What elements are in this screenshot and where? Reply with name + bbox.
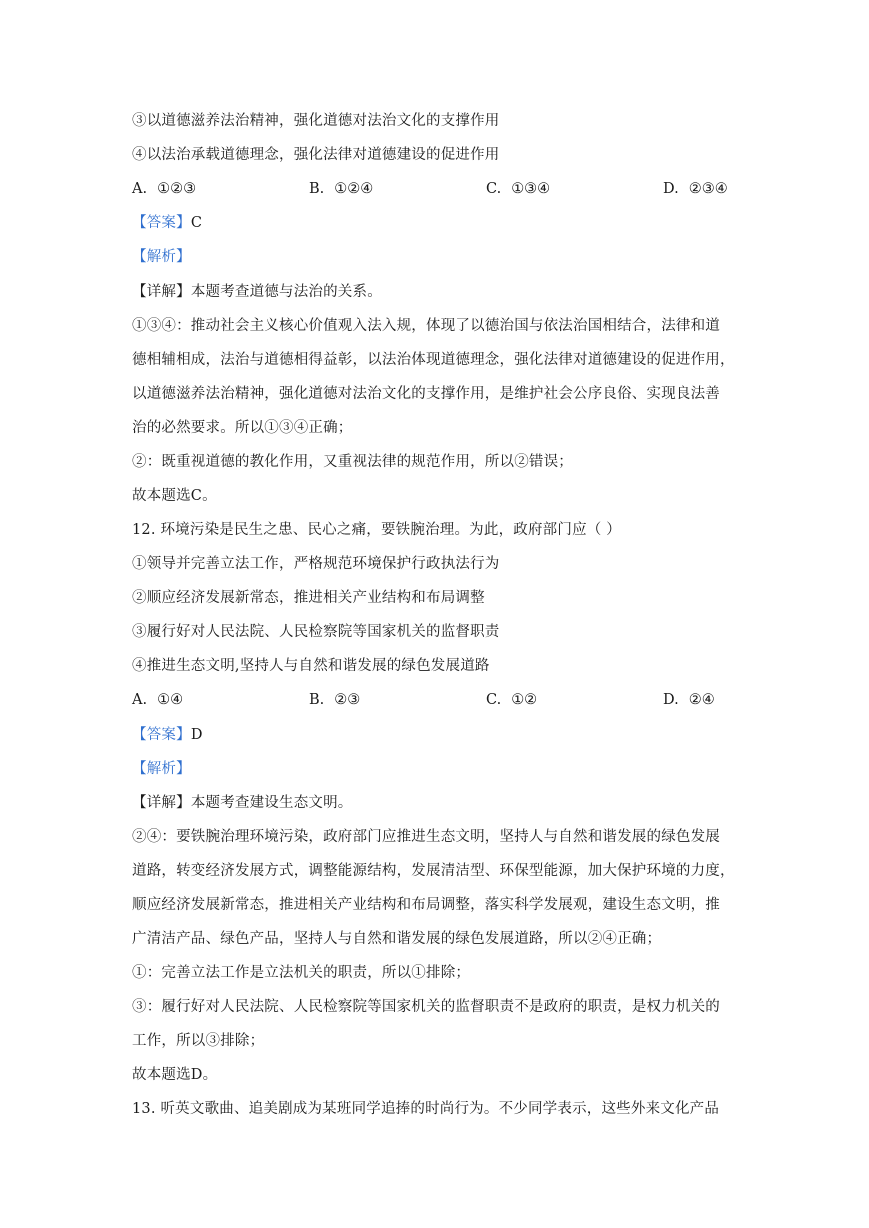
q12-explain-line: 广清洁产品、绿色产品，坚持人与自然和谐发展的绿色发展道路，所以②④正确；: [132, 931, 662, 947]
choice-letter: C.: [486, 181, 502, 197]
q12-explain-line: ②④：要铁腕治理环境污染，政府部门应推进生态文明，坚持人与自然和谐发展的绿色发展: [132, 829, 720, 845]
choice-letter: C.: [486, 692, 502, 708]
q12-exclude-3-line: ③：履行好对人民法院、人民检察院等国家机关的监督职责不是政府的职责，是权力机关的: [132, 999, 720, 1015]
q11-choice-a: [132, 179, 196, 199]
q11-answer: [132, 213, 742, 233]
q11-explain-line: 德相辅相成，法治与道德相得益彰，以法治体现道德理念，强化法律对道德建设的促进作用，: [132, 352, 735, 368]
q12-analysis-heading: [132, 759, 742, 779]
q12-choice-b: [309, 690, 360, 710]
q11-option-3: ③以道德滋养法治精神，强化道德对法治文化的支撑作用: [132, 113, 500, 129]
q12-explain-line: 顺应经济发展新常态，推进相关产业结构和布局调整，落实科学发展观，建设生态文明，推: [132, 897, 720, 913]
q12-conclusion: 故本题选D。: [132, 1067, 218, 1083]
q11-exclude-line: ②：既重视道德的教化作用，又重视法律的规范作用，所以②错误；: [132, 454, 573, 470]
q12-option-2: ②顺应经济发展新常态，推进相关产业结构和布局调整: [132, 590, 485, 606]
choice-letter: A.: [132, 181, 148, 197]
analysis-tag: 【解析】: [132, 761, 191, 777]
q12-answer: [132, 725, 742, 745]
choice-text: ①④: [157, 692, 184, 708]
detail-intro: 本题考查建设生态文明。: [190, 795, 353, 811]
choice-letter: D.: [663, 181, 679, 197]
choice-letter: B.: [309, 181, 325, 197]
choice-letter: D.: [663, 692, 679, 708]
q12-stem: 12. 环境污染是民生之患、民心之痛，要铁腕治理。为此，政府部门应（ ）: [132, 522, 621, 538]
q12-option-1: ①领导并完善立法工作，严格规范环境保护行政执法行为: [132, 556, 500, 572]
q12-detail: [132, 793, 742, 813]
choice-text: ①②③: [157, 181, 197, 197]
q12-exclude-3-line: 工作，所以③排除；: [132, 1033, 265, 1049]
choice-text: ②④: [688, 692, 715, 708]
choice-letter: B.: [309, 692, 325, 708]
choice-text: ①②: [511, 692, 538, 708]
q11-explain-line: 治的必然要求。所以①③④正确；: [132, 420, 353, 436]
q11-explain-line: ①③④：推动社会主义核心价值观入法入规，体现了以德治国与依法治国相结合，法律和道: [132, 318, 720, 334]
answer-value: C: [190, 215, 203, 231]
q11-choice-c: [486, 179, 550, 199]
q12-choice-a: [132, 690, 183, 710]
q11-analysis-heading: [132, 247, 742, 267]
q11-choice-d: [663, 179, 728, 199]
q12-option-4: ④推进生态文明,坚持人与自然和谐发展的绿色发展道路: [132, 658, 490, 674]
detail-tag: 【详解】: [132, 284, 191, 300]
q12-explain-line: 道路，转变经济发展方式，调整能源结构，发展清洁型、环保型能源，加大保护环境的力度，: [132, 863, 735, 879]
q12-exclude-1: ①：完善立法工作是立法机关的职责，所以①排除；: [132, 965, 471, 981]
q11-choices: [132, 179, 742, 199]
choice-text: ①③④: [511, 181, 551, 197]
q11-conclusion: 故本题选C。: [132, 488, 217, 504]
q11-explain-line: 以道德滋养法治精神，强化道德对法治文化的支撑作用，是维护社会公序良俗、实现良法善: [132, 386, 720, 402]
analysis-tag: 【解析】: [132, 249, 191, 265]
choice-text: ①②④: [334, 181, 374, 197]
q13-stem: 13. 听英文歌曲、追美剧成为某班同学追捧的时尚行为。不少同学表示，这些外来文化产品: [132, 1101, 720, 1117]
q12-option-3: ③履行好对人民法院、人民检察院等国家机关的监督职责: [132, 624, 500, 640]
choice-text: ②③④: [688, 181, 728, 197]
q12-choice-c: [486, 690, 537, 710]
q11-option-4: ④以法治承载道德理念，强化法律对道德建设的促进作用: [132, 147, 500, 163]
q12-choice-d: [663, 690, 715, 710]
q11-choice-b: [309, 179, 373, 199]
answer-tag: 【答案】: [132, 215, 191, 231]
answer-tag: 【答案】: [132, 727, 191, 743]
q11-detail: [132, 282, 742, 302]
choice-letter: A.: [132, 692, 148, 708]
choice-text: ②③: [334, 692, 361, 708]
answer-value: D: [190, 727, 203, 743]
q12-choices: [132, 690, 742, 710]
detail-intro: 本题考查道德与法治的关系。: [190, 284, 382, 300]
detail-tag: 【详解】: [132, 795, 191, 811]
